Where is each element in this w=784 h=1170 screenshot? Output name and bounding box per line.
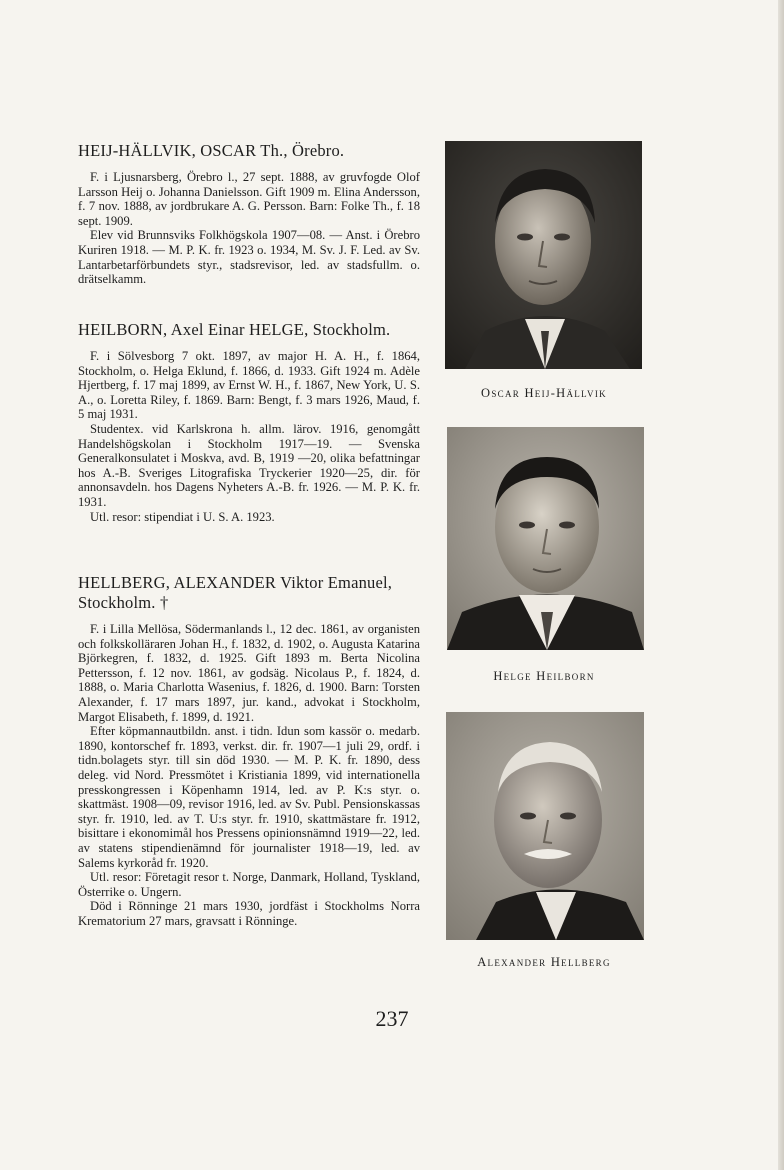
entry-heij-hallvik [78, 141, 420, 287]
entry-body [78, 170, 420, 287]
entry-heading: HEIJ-HÄLLVIK, OSCAR Th., Örebro. [78, 141, 345, 160]
portrait-photo-alexander [446, 712, 644, 940]
entry-paragraph: F. i Sölvesborg 7 okt. 1897, av major H. A. H., f. 1864, Stockholm, o. Helga Eklund, f. 1866, d. 1933. Gift 1924 m. Adèle Hjertberg, f. 17 maj 1899, av Ernst W. H., f. 1867, New York, U. S. A., o. Loretta Riley, f. 1869. Barn: Bengt, f. 3 mars 1926, Maud, f. 5 maj 1931. [78, 349, 420, 422]
entry-heilborn [78, 320, 420, 524]
caption-alexander: Alexander Hellberg [477, 955, 611, 969]
caption-helge: Helge Heilborn [493, 669, 595, 683]
entry-paragraph: Utl. resor: Företagit resor t. Norge, Danmark, Holland, Tyskland, Österrike o. Ungern. [78, 870, 420, 899]
entry-hellberg [78, 573, 420, 928]
entry-paragraph: Elev vid Brunnsviks Folkhögskola 1907—08. — Anst. i Örebro Kuriren 1918. — M. P. K. fr. 1923 o. 1934, M. Sv. J. F. Led. av Sv. Lantarbetarförbundets styr., stadsrevisor, led. av stadsfullm. o. drätselkamm. [78, 228, 420, 287]
entry-paragraph: Död i Rönninge 21 mars 1930, jordfäst i Stockholms Norra Krematorium 27 mars, gravsatt i Rönninge. [78, 899, 420, 928]
entry-paragraph: Efter köpmannautbildn. anst. i tidn. Idun som kassör o. medarb. 1890, kontorschef fr. 1893, verkst. dir. fr. 1907—1 juli 29, ordf. i tidn.bolagets styr. till sin död 1930. — M. P. K. fr. 1890, dess deleg. vid Nord. Pressmötet i Kristiania 1899, vid internationella presskongressen i Köpenhamn 1914, led. av P. K:s styr. o. skattmäst. 1908—09, revisor 1916, led. av Sv. Publ. Pensionskassas styr. fr. 1910, led. av T. U:s styr. fr. 1910, skattmästare fr. 1912, bisittare i ekonomimål hos Pressens opinionsnämnd 1919—22, led. av statens stipendienämnd för journalister 1918—19, led. av Salems kyrkoråd fr. 1920. [78, 724, 420, 870]
page-number: 237 [375, 1006, 409, 1031]
portrait-photo-helge [447, 427, 644, 650]
page-edge [778, 0, 784, 1170]
entry-body [78, 349, 420, 524]
caption-oscar: Oscar Heij-Hällvik [481, 386, 607, 400]
portrait-photo-oscar [445, 141, 642, 369]
entry-paragraph: F. i Lilla Mellösa, Södermanlands l., 12 dec. 1861, av organisten och folkskolläraren Johan H., f. 1832, d. 1902, o. Augusta Katarina Björkegren, f. 1832, d. 1925. Gift 1893 m. Berta Nicolina Pettersson, f. 12 nov. 1861, av godsäg. Nicolaus P., f. 1824, d. 1888, o. Maria Charlotta Wasenius, f. 1826, d. 1900. Barn: Torsten Alexander, f. 17 mars 1897, jur. kand., advokat i Stockholm, Margot Elisabeth, f. 1899, d. 1921. [78, 622, 420, 724]
entry-heading: HEILBORN, Axel Einar HELGE, Stockholm. [78, 320, 391, 339]
entry-heading: HELLBERG, ALEXANDER Viktor Emanuel, Stockholm. † [78, 573, 393, 612]
entry-paragraph: Utl. resor: stipendiat i U. S. A. 1923. [90, 509, 275, 524]
entry-paragraph: Studentex. vid Karlskrona h. allm. lärov. 1916, genomgått Handelshögskolan i Stockholm 1917—19. — Svenska Generalkonsulatet i Moskva, avd. B, 1919 —20, olika befattningar hos A.-B. Sveriges Litografiska Tryckerier 1920—25, dir. för annonsavdeln. hos Dagens Nyheters A.-B. fr. 1926. — M. P. K. fr. 1931. [78, 421, 420, 509]
entry-body [78, 622, 420, 928]
entry-paragraph: F. i Ljusnarsberg, Örebro l., 27 sept. 1888, av gruvfogde Olof Larsson Heij o. Johanna Danielsson. Gift 1909 m. Elina Andersson, f. 7 nov. 1888, av jordbrukare A. G. Persson. Barn: Folke Th., f. 18 sept. 1909. [78, 170, 420, 228]
